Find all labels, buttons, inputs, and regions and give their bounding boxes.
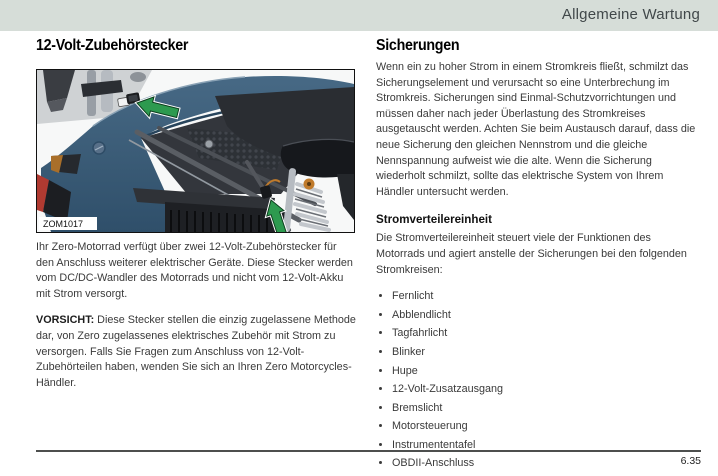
caution-paragraph [36,313,356,391]
caution-label: VORSICHT: [36,314,95,327]
figure-label: ZOM1017 [43,219,84,229]
list-item: • Abblendlicht [392,309,702,322]
page-header-title: Allgemeine Wartung [561,6,700,23]
list-item: • OBDII-Anschluss [392,457,702,470]
list-item: • Motorsteuerung [392,420,702,433]
section-heading-fuses: Sicherungen [376,37,460,54]
list-item: • Fernlicht [392,290,702,303]
right-column [376,37,702,476]
list-item: • Bremslicht [392,402,702,415]
circuit-list [376,290,702,470]
left-body-paragraph: Ihr Zero-Motorrad verfügt über zwei 12-Volt-Zubehörstecker für den Anschluss weiterer elektrischer Geräte. Diese Stecker werden vom DC/DC-Wandler des Motorrads und nicht vom 12-Volt-Akku mit Strom versorgt. [36,241,353,300]
section-heading-12v: 12-Volt-Zubehörstecker [36,37,189,54]
list-item: • Hupe [392,365,702,378]
left-column [36,37,356,401]
figure-12v-connectors [36,69,355,233]
fuses-body-paragraph: Wenn ein zu hoher Strom in einem Stromkreis fließt, schmilzt das Sicherungselement und verursacht so eine Unterbrechung im Stromkreis. Sicherungen sind Einmal-Schutzvorrichtungen und müssen daher nach jeder Überlastung des Stromkreises ausgetauscht werden. Achten Sie beim Austausch darauf, dass die neue Sicherung den gleichen Nennstrom und die gleiche Nennspannung aufweist wie die alte. Wenn die Sicherung wiederholt schmilzt, sollte das elektrische System von Ihrem Händler untersucht werden. [376,61,696,198]
list-item: • 12-Volt-Zusatzausgang [392,383,702,396]
list-item: • Instrumententafel [392,439,702,452]
caution-text: Diese Stecker stellen die einzig zugelassene Methode dar, von Zero zugelassenes elektrisches Zubehör mit Strom zu versorgen. Falls Sie Fragen zum Anschluss von 12-Volt-Zubehörteilen haben, wenden Sie sich an Ihren Zero Motorcycles-Händler. [36,314,356,389]
motorcycle-illustration [37,70,354,232]
list-item: • Tagfahrlicht [392,327,702,340]
subheading-power-distribution: Stromverteilereinheit [376,213,492,227]
page-header-band [0,0,718,31]
power-distribution-paragraph: Die Stromverteilereinheit steuert viele der Funktionen des Motorrads und agiert anstelle der Sicherungen bei den folgenden Stromkreisen: [376,232,687,276]
footer-divider [36,450,701,452]
list-item: • Blinker [392,346,702,359]
page-number: 6.35 [680,455,701,467]
